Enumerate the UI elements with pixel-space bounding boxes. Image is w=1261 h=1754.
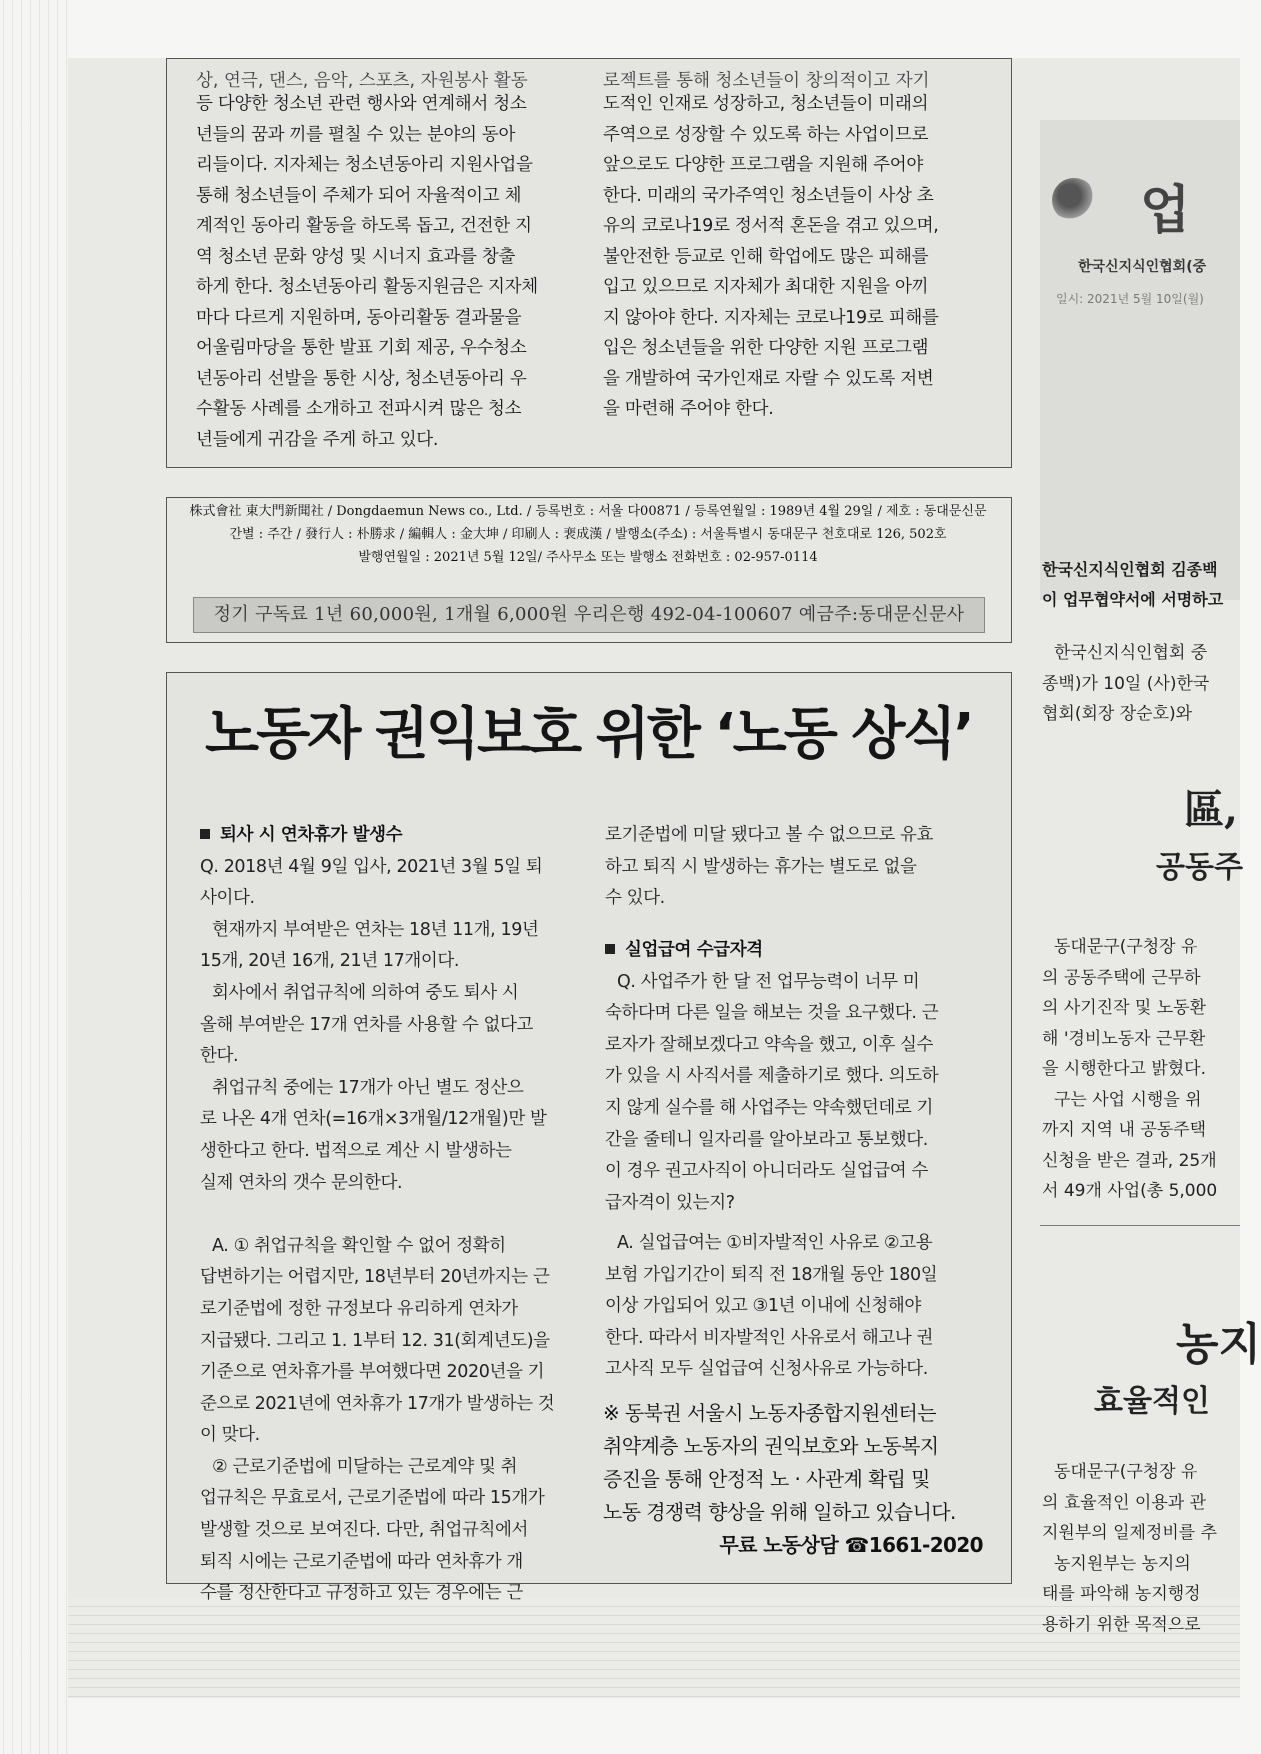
text-line: 을 개발하여 국가인재로 자랄 수 있도록 저변 — [603, 368, 934, 389]
text-line: 앞으로도 다양한 프로그램을 지원해 주어야 — [603, 155, 923, 175]
text-line: 가 있을 시 사직서를 제출하기로 했다. 의도하 — [605, 1066, 939, 1087]
masthead-line: 간별 : 주간 / 發行人 : 朴勝求 / 編輯人 : 金大坤 / 印刷人 : 裵成漢 / 발행소(주소) : 서울특별시 동대문구 천호대로 126, 502호 — [229, 527, 947, 542]
text-line: ② 근로기준법에 미달하는 근로계약 및 취 — [212, 1456, 518, 1477]
text-line: 역 청소년 문화 양성 및 시너지 효과를 창출 — [196, 246, 516, 267]
text-line: Q. 2018년 4월 9일 입사, 2021년 3월 5일 퇴 — [200, 856, 543, 877]
text-line: 15개, 20년 16개, 21년 17개이다. — [200, 951, 460, 972]
subscription-banner: 정기 구독료 1년 60,000원, 1개월 6,000원 우리은행 492-04-100607 예금주:동대문신문사 — [193, 597, 985, 633]
logo-icon — [1052, 178, 1096, 222]
text-line — [200, 1199, 580, 1231]
photo-caption — [1042, 555, 1223, 615]
photo-banner-date: 일시: 2021년 5월 10일(월) — [1056, 292, 1204, 306]
text-line: 준으로 2021년에 연차휴가 17개가 발생하는 것 — [200, 1393, 555, 1414]
text-line: 지 않아야 한다. 지자체는 코로나19로 피해를 — [603, 307, 939, 328]
photo-banner-org: 한국신지식인협회(중 — [1078, 259, 1207, 275]
text-line: 수활동 사례를 소개하고 전파시켜 많은 청소 — [196, 399, 522, 419]
text-line: 하게 한다. 청소년동아리 활동지원금은 지자체 — [196, 277, 538, 297]
top-right-cut-line: 로젝트를 통해 청소년들이 창의적이고 자기 — [603, 71, 930, 91]
text-line: Q. 사업주가 한 달 전 업무능력이 너무 미 — [617, 971, 920, 992]
top-article-left-column — [196, 89, 596, 455]
hotline-number: 무료 노동상담 ☎1661-2020 — [719, 1533, 983, 1557]
sidebar-headline-2b: 공동주 — [1156, 850, 1243, 885]
section-heading-unemployment: 실업급여 수급자격 — [605, 935, 985, 967]
text-line: 의 사기진작 및 노동환 — [1042, 998, 1207, 1018]
text-line: 을 마련해 주어야 한다. — [603, 399, 774, 419]
text-line: 한다. 따라서 비자발적인 사유로서 해고나 권 — [605, 1327, 934, 1348]
text-line: 업규칙은 무효로서, 근로기준법에 따라 15개가 — [200, 1488, 545, 1509]
notice-line: 취약계층 노동자의 권익보호와 노동복지 — [603, 1434, 939, 1458]
sidebar-story-3 — [1042, 1457, 1217, 1640]
photo-banner-char: 업 — [1140, 181, 1191, 241]
masthead-info — [166, 500, 1010, 569]
square-bullet-icon — [200, 829, 210, 839]
text-line: 수를 정산한다고 규정하고 있는 경우에는 근 — [200, 1583, 523, 1604]
text-line: 년들의 꿈과 끼를 펼칠 수 있는 분야의 동아 — [196, 124, 516, 145]
text-line: 동대문구(구청장 유 — [1054, 937, 1198, 957]
text-line: 계적인 동아리 활동을 하도록 돕고, 건전한 지 — [196, 216, 532, 236]
text-line: 한다. 미래의 국가주역인 청소년들이 사상 초 — [603, 185, 934, 206]
text-line: 을 시행한다고 밝혔다. — [1042, 1059, 1207, 1079]
article-headline: 노동자 권익보호 위한 ‘노동 상식’ — [205, 702, 972, 767]
notice-line: ※ 동북권 서울시 노동자종합지원센터는 — [603, 1401, 936, 1425]
text-line: 로기준법에 미달 됐다고 볼 수 없으므로 유효 — [605, 825, 934, 845]
text-line: 의 효율적인 이용과 관 — [1042, 1492, 1207, 1513]
article-right-column-q — [605, 935, 985, 1219]
text-line: 구는 사업 시행을 위 — [1054, 1089, 1202, 1110]
text-line: 까지 지역 내 공동주택 — [1042, 1120, 1207, 1140]
text-line: 이 맞다. — [200, 1425, 260, 1446]
sidebar-story-2 — [1042, 932, 1217, 1207]
text-line: 지 않게 실수를 해 사업주는 약속했던데로 기 — [605, 1097, 934, 1118]
text-line: 년동아리 선발을 통한 시상, 청소년동아리 우 — [196, 368, 527, 389]
text-line: 한다. — [200, 1046, 239, 1067]
text-line: 신청을 받은 결과, 25개 — [1042, 1150, 1217, 1171]
masthead-line: 株式會社 東大門新聞社 / Dongdaemun News co., Ltd. / 등록번호 : 서울 다00871 / 등록연월일 : 1989년 4월 29일 / 제호 : 동대문신문 — [189, 504, 987, 519]
sidebar-headline-3a: 농지 — [1176, 1319, 1261, 1370]
text-line: 등 다양한 청소년 관련 행사와 연계해서 청소 — [196, 94, 527, 114]
top-article-right-column — [603, 89, 1003, 425]
text-line: 해 '경비노동자 근무환 — [1042, 1028, 1206, 1049]
square-bullet-icon — [605, 944, 615, 954]
text-line: 이상 가입되어 있고 ③1년 이내에 신청해야 — [605, 1296, 921, 1317]
text-line: 동대문구(구청장 유 — [1054, 1462, 1198, 1482]
text-line: 주역으로 성장할 수 있도록 하는 사업이므로 — [603, 124, 929, 145]
text-line: 기준으로 연차휴가를 부여했다면 2020년을 기 — [200, 1362, 545, 1383]
sidebar-divider — [1040, 1225, 1240, 1226]
text-line: 용하기 위한 목적으로 — [1042, 1614, 1201, 1635]
masthead-line: 발행연월일 : 2021년 5월 12일/ 주사무소 또는 발행소 전화번호 : 02-957-0114 — [358, 550, 818, 565]
text-line: 발생할 것으로 보여진다. 다만, 취업규칙에서 — [200, 1520, 529, 1541]
text-line: 수 있다. — [605, 888, 665, 909]
text-line: 불안전한 등교로 인해 학업에도 많은 피해를 — [603, 246, 929, 267]
text-line: A. ① 취업규칙을 확인할 수 없어 정확히 — [212, 1235, 506, 1256]
text-line: 의 공동주택에 근무하 — [1042, 967, 1201, 988]
sidebar-headline-3b: 효율적인 — [1094, 1384, 1210, 1419]
text-line: 리들이다. 지자체는 청소년동아리 지원사업을 — [196, 155, 533, 175]
caption-line: 이 업무협약서에 서명하고 — [1042, 590, 1224, 609]
text-line: 회사에서 취업규칙에 의하여 중도 퇴사 시 — [212, 982, 519, 1003]
text-line: 한국신지식인협회 중 — [1054, 643, 1208, 663]
article-left-column — [200, 820, 580, 1610]
text-line: 입은 청소년들을 위한 다양한 지원 프로그램 — [603, 338, 929, 358]
news-photo — [1040, 120, 1240, 600]
text-line: 숙하다며 다른 일을 해보는 것을 요구했다. 근 — [605, 1003, 939, 1024]
text-line: 로자가 잘해보겠다고 약속을 했고, 이후 실수 — [605, 1034, 934, 1055]
text-line: 도적인 인재로 성장하고, 청소년들이 미래의 — [603, 94, 929, 114]
text-line: 마다 다르게 지원하며, 동아리활동 결과물을 — [196, 307, 522, 328]
notice-line: 증진을 통해 안정적 노 · 사관계 확립 및 — [603, 1467, 930, 1491]
text-line: 현재까지 부여받은 연차는 18년 11개, 19년 — [212, 919, 539, 940]
text-line: 올해 부여받은 17개 연차를 사용할 수 없다고 — [200, 1014, 534, 1035]
adjacent-column — [1038, 60, 1261, 1700]
top-left-cut-line: 상, 연극, 댄스, 음악, 스포츠, 자원봉사 활동 — [196, 71, 528, 91]
sidebar-headline-2a: 區, — [1184, 786, 1238, 833]
text-line: 실제 연차의 갯수 문의한다. — [200, 1172, 403, 1193]
text-line: 지급됐다. 그리고 1. 1부터 12. 31(회계년도)을 — [200, 1330, 550, 1351]
paper-edge-texture — [0, 0, 70, 1754]
article-right-column-a — [605, 1228, 985, 1386]
text-line: 로기준법에 정한 규정보다 유리하게 연차가 — [200, 1298, 518, 1319]
text-line: 하고 퇴직 시 발생하는 휴가는 별도로 없을 — [605, 856, 917, 877]
section-heading-annual-leave: 퇴사 시 연차휴가 발생수 — [200, 820, 580, 852]
text-line: 사이다. — [200, 888, 255, 909]
text-line: 퇴직 시에는 근로기준법에 따라 연차휴가 개 — [200, 1551, 523, 1572]
center-notice — [603, 1397, 983, 1562]
text-line: 농지원부는 농지의 — [1054, 1553, 1191, 1574]
text-line: A. 실업급여는 ①비자발적인 사유로 ②고용 — [617, 1233, 933, 1253]
text-line: 보험 가입기간이 퇴직 전 18개월 동안 180일 — [605, 1264, 938, 1285]
text-line: 종백)가 10일 (사)한국 — [1042, 673, 1210, 694]
sidebar-story-1 — [1042, 638, 1209, 730]
text-line: 서 49개 사업(총 5,000 — [1042, 1181, 1218, 1201]
text-line: 취업규칙 중에는 17개가 아닌 별도 정산으 — [212, 1077, 524, 1098]
text-line: 통해 청소년들이 주체가 되어 자율적이고 체 — [196, 185, 522, 206]
text-line: 태를 파악해 농지행정 — [1042, 1584, 1201, 1604]
text-line: 답변하기는 어렵지만, 18년부터 20년까지는 근 — [200, 1267, 550, 1288]
text-line: 지원부의 일제정비를 추 — [1042, 1523, 1218, 1543]
text-line: 년들에게 귀감을 주게 하고 있다. — [196, 429, 439, 450]
text-line: 유의 코로나19로 정서적 혼돈을 겪고 있으며, — [603, 216, 939, 236]
caption-line: 한국신지식인협회 김종백 — [1042, 560, 1218, 579]
text-line: 어울림마당을 통한 발표 기회 제공, 우수청소 — [196, 338, 527, 358]
text-line: 급자격이 있는지? — [605, 1192, 735, 1213]
text-line: 입고 있으므로 지자체가 최대한 지원을 아끼 — [603, 277, 929, 297]
text-line: 로 나온 4개 연차(=16개×3개월/12개월)만 발 — [200, 1109, 547, 1130]
article-right-column-top — [605, 820, 985, 915]
text-line: 생한다고 한다. 법적으로 계산 시 발생하는 — [200, 1140, 512, 1161]
text-line: 고사직 모두 실업급여 신청사유로 가능하다. — [605, 1359, 928, 1380]
text-line: 간을 줄테니 일자리를 알아보라고 통보했다. — [605, 1129, 928, 1150]
text-line: 협회(회장 장순호)와 — [1042, 704, 1193, 724]
notice-line: 노동 경쟁력 향상을 위해 일하고 있습니다. — [603, 1500, 956, 1524]
text-line: 이 경우 권고사직이 아니더라도 실업급여 수 — [605, 1161, 928, 1182]
